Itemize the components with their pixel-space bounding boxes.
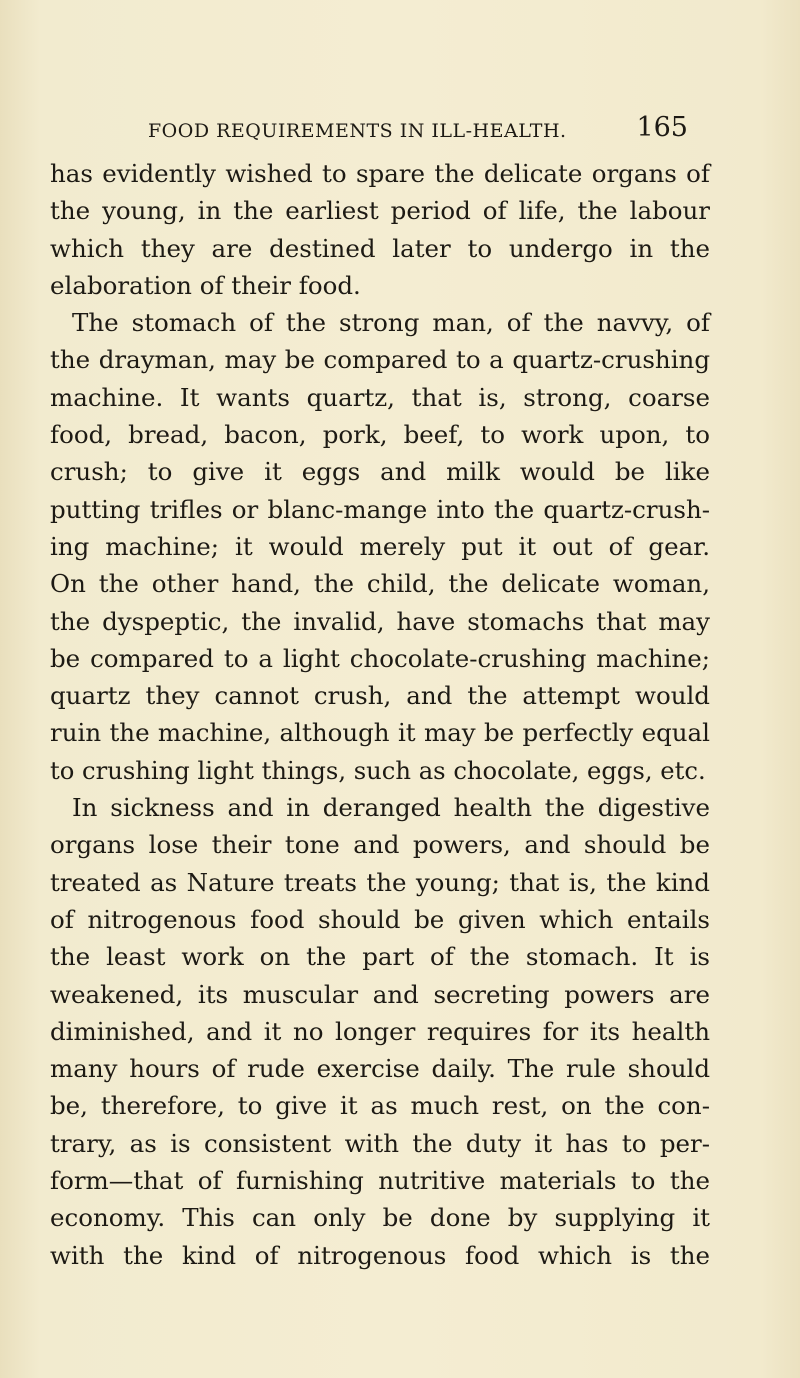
text-line: putting trifles or blanc-mange into the quartz-crush- — [50, 494, 710, 524]
text-line: treated as Nature treats the young; that is, the kind — [50, 867, 710, 897]
text-line: economy. This can only be done by supplying it — [50, 1203, 710, 1233]
text-line: On the other hand, the child, the delicate woman, — [50, 569, 710, 599]
text-line: be compared to a light chocolate-crushing machine; — [50, 643, 710, 673]
text-line: many hours of rude exercise daily. The rule should — [50, 1054, 710, 1084]
text-line: be, therefore, to give it as much rest, on the con- — [50, 1091, 710, 1121]
body-text — [50, 155, 710, 1274]
text-line: to crushing light things, such as chocolate, eggs, etc. — [50, 755, 706, 785]
page-number: 165 — [636, 112, 688, 143]
text-line: elaboration of their food. — [50, 270, 361, 300]
text-line: which they are destined later to undergo in the — [50, 233, 710, 263]
text-line: the drayman, may be compared to a quartz-crushing — [50, 345, 710, 375]
text-line: machine. It wants quartz, that is, strong, coarse — [50, 382, 710, 412]
page-header — [148, 112, 688, 146]
text-line: food, bread, bacon, pork, beef, to work upon, to — [50, 420, 710, 450]
text-line: diminished, and it no longer requires for its health — [50, 1016, 710, 1046]
text-line: organs lose their tone and powers, and should be — [50, 830, 710, 860]
text-line: has evidently wished to spare the delicate organs of — [50, 159, 710, 188]
text-line: ruin the machine, although it may be perfectly equal — [50, 718, 710, 748]
text-line: form—that of furnishing nutritive materials to the — [50, 1166, 710, 1196]
text-line: crush; to give it eggs and milk would be like — [50, 457, 710, 487]
text-line: of nitrogenous food should be given which entails — [50, 904, 710, 934]
text-line: the dyspeptic, the invalid, have stomachs that may — [50, 606, 710, 636]
text-line: the young, in the earliest period of life, the labour — [50, 196, 710, 226]
text-line: The stomach of the strong man, of the navvy, of — [72, 308, 710, 338]
text-line: In sickness and in deranged health the digestive — [72, 793, 710, 823]
text-line: trary, as is consistent with the duty it has to per- — [50, 1128, 710, 1158]
running-head: FOOD REQUIREMENTS IN ILL-HEALTH. — [148, 120, 567, 142]
text-line: ing machine; it would merely put it out of gear. — [50, 531, 710, 561]
text-line: with the kind of nitrogenous food which is the — [50, 1240, 710, 1270]
text-line: weakened, its muscular and secreting powers are — [50, 979, 710, 1009]
text-line: quartz they cannot crush, and the attempt would — [50, 681, 710, 711]
text-line: the least work on the part of the stomach. It is — [50, 942, 710, 972]
